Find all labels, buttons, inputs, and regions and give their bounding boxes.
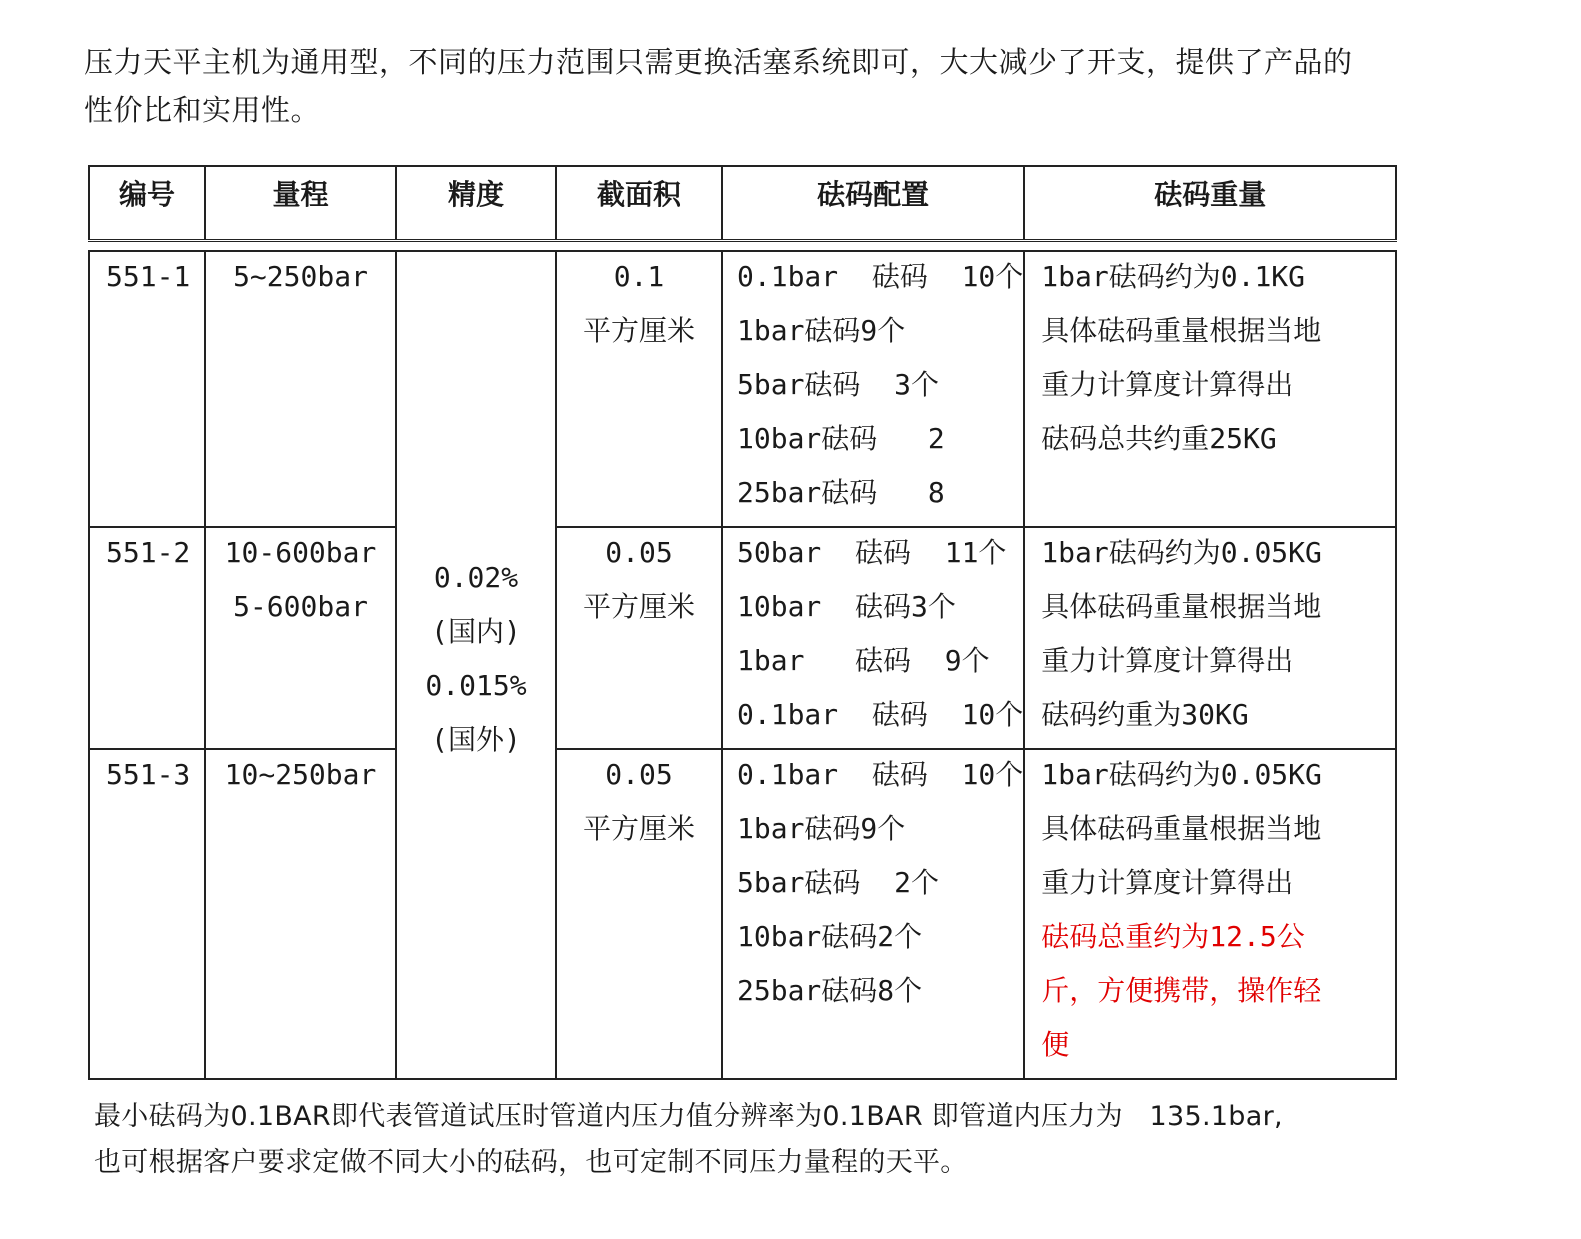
weight-line: 1bar砝码约为0.05KG	[1041, 758, 1322, 791]
intro-line-2: 性价比和实用性。	[84, 93, 321, 127]
config-line: 5bar砝码 2个	[737, 866, 940, 899]
config-line: 50bar 砝码 11个	[737, 536, 1007, 569]
intro-paragraph	[84, 38, 1444, 134]
cell-id: 551-1	[89, 251, 205, 527]
header-area: 截面积	[556, 166, 722, 241]
intro-line-1: 压力天平主机为通用型，不同的压力范围只需更换活塞系统即可，大大减少了开支，提供了产品的	[84, 45, 1353, 79]
cell-range	[205, 527, 396, 749]
weight-line: 重力计算度计算得出	[1041, 866, 1294, 899]
table-row	[89, 749, 1396, 1079]
cell-range	[205, 749, 396, 1079]
weight-highlight-line: 砝码总重约为12.5公	[1041, 920, 1305, 953]
area-line: 0.1	[613, 260, 665, 293]
cell-accuracy	[396, 251, 556, 1079]
config-line: 0.1bar 砝码 10个	[737, 758, 1024, 791]
footer-line-1: 最小砝码为0.1BAR即代表管道试压时管道内压力值分辨率为0.1BAR 即管道内压力为 135.1bar,	[94, 1101, 1283, 1132]
config-line: 10bar砝码 2	[737, 422, 945, 455]
footer-line-2: 也可根据客户要求定做不同大小的砝码，也可定制不同压力量程的天平。	[94, 1147, 968, 1178]
weight-line: 重力计算度计算得出	[1041, 368, 1294, 401]
table-row	[89, 251, 1396, 527]
cell-weight	[1024, 251, 1396, 527]
weight-line: 重力计算度计算得出	[1041, 644, 1294, 677]
config-line: 25bar砝码8个	[737, 974, 923, 1007]
config-line: 0.1bar 砝码 10个	[737, 698, 1024, 731]
config-line: 10bar砝码2个	[737, 920, 923, 953]
cell-weight	[1024, 749, 1396, 1079]
config-line: 1bar砝码9个	[737, 812, 906, 845]
cell-config	[722, 527, 1024, 749]
cell-area	[556, 251, 722, 527]
accuracy-line: (国内)	[431, 615, 521, 648]
weight-line: 具体砝码重量根据当地	[1041, 590, 1322, 623]
weight-line: 1bar砝码约为0.05KG	[1041, 536, 1322, 569]
weight-highlight-line: 斤，方便携带，操作轻	[1041, 974, 1322, 1007]
config-line: 25bar砝码 8	[737, 476, 945, 509]
cell-range	[205, 251, 396, 527]
header-gap	[89, 241, 1396, 252]
area-line: 平方厘米	[582, 812, 695, 845]
area-line: 0.05	[605, 758, 673, 791]
area-line: 0.05	[605, 536, 673, 569]
weight-line: 1bar砝码约为0.1KG	[1041, 260, 1306, 293]
area-line: 平方厘米	[582, 314, 695, 347]
range-line: 10~250bar	[224, 758, 377, 791]
range-line: 5-600bar	[233, 590, 368, 623]
header-weight: 砝码重量	[1024, 166, 1396, 241]
config-line: 1bar 砝码 9个	[737, 644, 990, 677]
accuracy-line: (国外)	[431, 723, 521, 756]
weight-highlight-line: 便	[1041, 1028, 1070, 1061]
cell-weight	[1024, 527, 1396, 749]
range-line: 10-600bar	[224, 536, 377, 569]
range-line: 5~250bar	[233, 260, 368, 293]
header-id: 编号	[89, 166, 205, 241]
header-config: 砝码配置	[722, 166, 1024, 241]
header-range: 量程	[205, 166, 396, 241]
cell-id: 551-3	[89, 749, 205, 1079]
weight-line: 具体砝码重量根据当地	[1041, 314, 1322, 347]
config-line: 10bar 砝码3个	[737, 590, 956, 623]
cell-area	[556, 749, 722, 1079]
config-line: 0.1bar 砝码 10个	[737, 260, 1024, 293]
spec-table	[88, 165, 1397, 1080]
accuracy-line: 0.02%	[433, 561, 519, 594]
config-line: 5bar砝码 3个	[737, 368, 940, 401]
header-accuracy: 精度	[396, 166, 556, 241]
accuracy-line: 0.015%	[425, 669, 527, 702]
weight-line: 具体砝码重量根据当地	[1041, 812, 1322, 845]
weight-line: 砝码约重为30KG	[1041, 698, 1249, 731]
area-line: 平方厘米	[582, 590, 695, 623]
config-line: 1bar砝码9个	[737, 314, 906, 347]
cell-config	[722, 251, 1024, 527]
table-header-row	[89, 166, 1396, 241]
cell-id: 551-2	[89, 527, 205, 749]
table-row	[89, 527, 1396, 749]
cell-config	[722, 749, 1024, 1079]
weight-line: 砝码总共约重25KG	[1041, 422, 1277, 455]
footer-paragraph	[94, 1094, 1494, 1186]
cell-area	[556, 527, 722, 749]
